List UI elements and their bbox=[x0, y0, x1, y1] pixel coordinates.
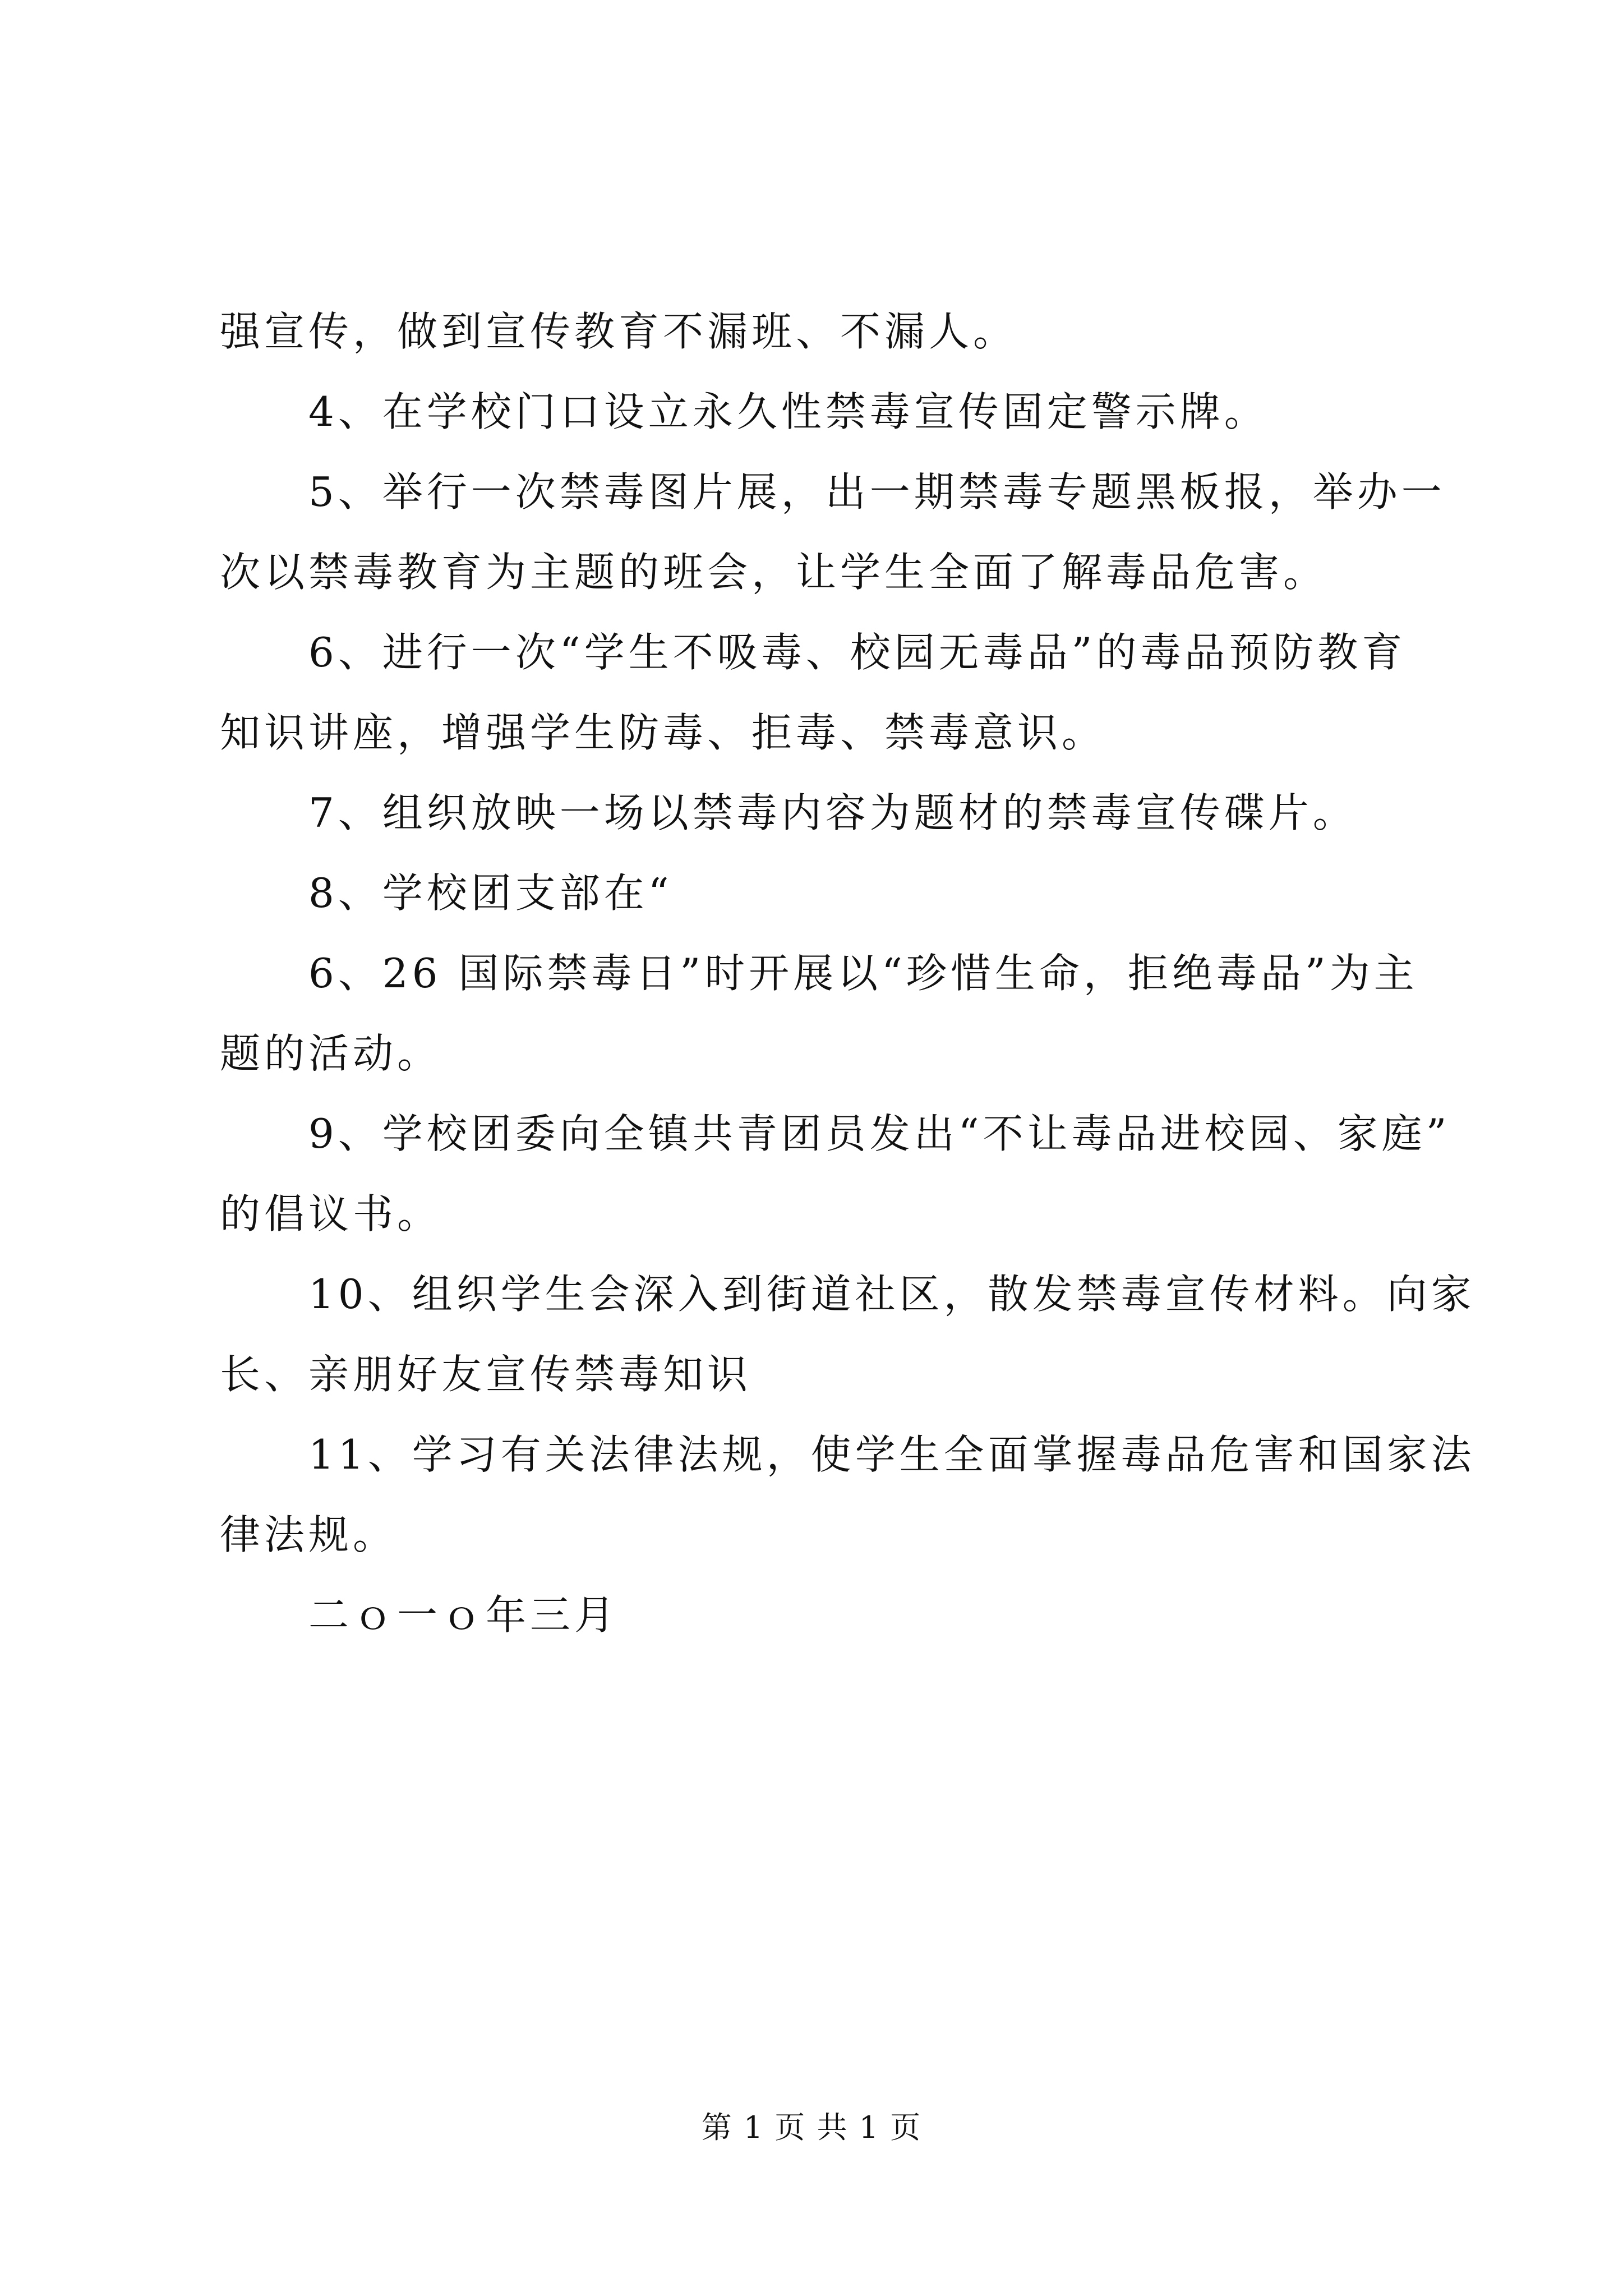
text-line: 6、26 国际禁毒日”时开展以“珍惜生命，拒绝毒品”为主 bbox=[308, 950, 1418, 997]
text-line: 的倡议书。 bbox=[220, 1190, 442, 1237]
text-line: 强宣传，做到宣传教育不漏班、不漏人。 bbox=[220, 308, 1018, 355]
text-line: 次以禁毒教育为主题的班会，让学生全面了解毒品危害。 bbox=[220, 549, 1328, 596]
text-line: 8、学校团支部在“ bbox=[308, 869, 673, 917]
text-line: 11、学习有关法律法规，使学生全面掌握毒品危害和国家法 bbox=[308, 1431, 1476, 1478]
text-line: 10、组织学生会深入到街道社区，散发禁毒宣传材料。向家 bbox=[308, 1271, 1476, 1318]
text-line: 7、组织放映一场以禁毒内容为题材的禁毒宣传碟片。 bbox=[308, 789, 1357, 836]
text-line: 律法规。 bbox=[220, 1511, 398, 1558]
text-line: 知识讲座，增强学生防毒、拒毒、禁毒意识。 bbox=[220, 709, 1106, 756]
text-line: 9、学校团委向全镇共青团员发出“不让毒品进校园、家庭” bbox=[308, 1110, 1451, 1157]
date-line: 二ｏ一ｏ年三月 bbox=[308, 1591, 619, 1639]
document-body bbox=[220, 292, 1476, 1655]
text-line: 4、在学校门口设立永久性禁毒宣传固定警示牌。 bbox=[308, 388, 1269, 435]
text-line: 6、进行一次“学生不吸毒、校园无毒品”的毒品预防教育 bbox=[308, 629, 1407, 676]
page-footer bbox=[0, 2108, 1623, 2147]
text-line: 题的活动。 bbox=[220, 1030, 442, 1077]
text-line: 长、亲朋好友宣传禁毒知识 bbox=[220, 1351, 752, 1398]
text-line: 5、举行一次禁毒图片展，出一期禁毒专题黑板报，举办一 bbox=[308, 468, 1446, 516]
page-number-label: 第 1 页 共 1 页 bbox=[701, 2110, 922, 2145]
